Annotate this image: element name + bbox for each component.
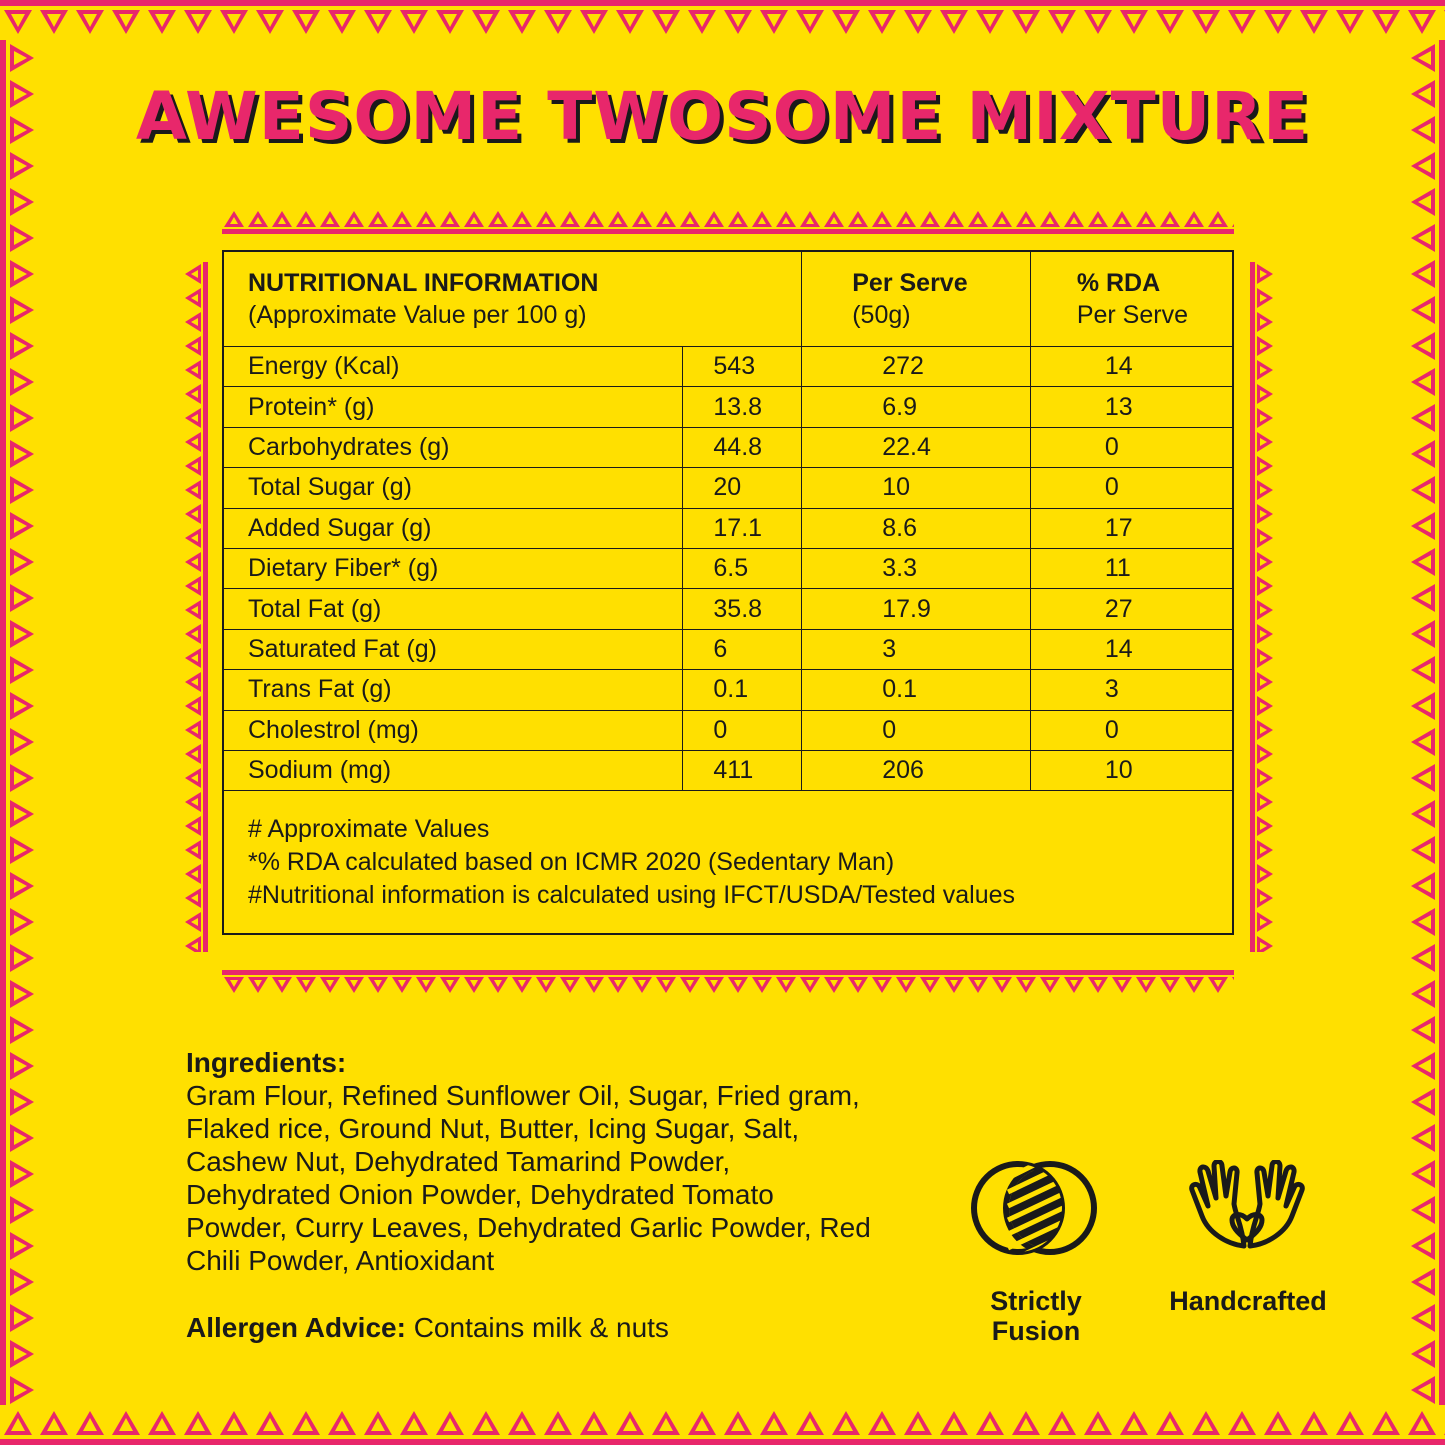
table-row [223, 750, 1233, 790]
table-row [223, 387, 1233, 427]
value-per-100g: 6 [683, 629, 802, 669]
header-col2-sub: (50g) [852, 301, 911, 329]
allergen-advice [186, 1312, 669, 1344]
header-nutrition-info [223, 251, 802, 347]
value-per-serve: 3 [802, 629, 1031, 669]
fusion-icon [968, 1158, 1100, 1258]
nutrition-table-header [223, 251, 1233, 347]
value-per-100g: 17.1 [683, 508, 802, 548]
table-row [223, 427, 1233, 467]
nutrition-notes [223, 791, 1233, 935]
border-right [1405, 40, 1445, 1405]
nutrition-notes-row [223, 791, 1233, 935]
value-per-serve: 6.9 [802, 387, 1031, 427]
table-frame-bottom [222, 970, 1234, 996]
nutrient-name: Cholestrol (mg) [223, 710, 683, 750]
value-rda: 10 [1030, 750, 1233, 790]
allergen-text: Contains milk & nuts [405, 1312, 669, 1343]
nutrient-name: Carbohydrates (g) [223, 427, 683, 467]
value-per-100g: 20 [683, 468, 802, 508]
fusion-line1: Strictly [990, 1286, 1082, 1316]
table-row [223, 508, 1233, 548]
fusion-badge-label [966, 1286, 1106, 1346]
value-per-100g: 13.8 [683, 387, 802, 427]
table-row [223, 548, 1233, 588]
value-per-serve: 272 [802, 347, 1031, 387]
value-per-100g: 6.5 [683, 548, 802, 588]
table-row [223, 347, 1233, 387]
value-rda: 14 [1030, 347, 1233, 387]
header-per-serve [802, 251, 1031, 347]
value-rda: 0 [1030, 468, 1233, 508]
ingredients-text: Gram Flour, Refined Sunflower Oil, Sugar, Fried gram, Flaked rice, Ground Nut, Butter, Icing Sugar, Salt, Cashew Nut, Dehydrated Tamarind Powder, Dehydrated Onion Powder, Dehydrated Tomato Powder, Curry Leaves, Dehydrated Garlic Powder, Red Chili Powder, Antioxidant [186, 1080, 871, 1276]
value-per-serve: 0 [802, 710, 1031, 750]
table-row [223, 629, 1233, 669]
border-left [0, 40, 40, 1405]
value-per-100g: 411 [683, 750, 802, 790]
value-per-serve: 0.1 [802, 670, 1031, 710]
header-rda [1030, 251, 1233, 347]
nutrient-name: Protein* (g) [223, 387, 683, 427]
value-rda: 14 [1030, 629, 1233, 669]
value-per-serve: 10 [802, 468, 1031, 508]
value-rda: 0 [1030, 427, 1233, 467]
value-rda: 13 [1030, 387, 1233, 427]
note-line: #Nutritional information is calculated using IFCT/USDA/Tested values [248, 880, 1016, 909]
note-line: # Approximate Values [248, 814, 490, 843]
nutrient-name: Total Fat (g) [223, 589, 683, 629]
handcrafted-badge-label: Handcrafted [1169, 1286, 1327, 1316]
value-per-serve: 22.4 [802, 427, 1031, 467]
header-col1-title: NUTRITIONAL INFORMATION [248, 269, 599, 297]
value-per-serve: 8.6 [802, 508, 1031, 548]
value-per-100g: 0.1 [683, 670, 802, 710]
value-per-serve: 206 [802, 750, 1031, 790]
nutrient-name: Sodium (mg) [223, 750, 683, 790]
table-row [223, 710, 1233, 750]
nutrient-name: Dietary Fiber* (g) [223, 548, 683, 588]
nutrient-name: Saturated Fat (g) [223, 629, 683, 669]
header-col1-sub: (Approximate Value per 100 g) [248, 301, 587, 329]
note-line: *% RDA calculated based on ICMR 2020 (Sedentary Man) [248, 847, 895, 876]
fusion-line2: Fusion [991, 1316, 1081, 1346]
header-col3-title: % RDA [1076, 269, 1161, 297]
value-per-serve: 3.3 [802, 548, 1031, 588]
value-rda: 27 [1030, 589, 1233, 629]
value-rda: 3 [1030, 670, 1233, 710]
border-bottom [0, 1405, 1445, 1445]
table-row [223, 589, 1233, 629]
value-per-100g: 0 [683, 710, 802, 750]
value-per-100g: 543 [683, 347, 802, 387]
value-per-serve: 17.9 [802, 589, 1031, 629]
header-col3-sub: Per Serve [1076, 301, 1188, 329]
nutrition-table [222, 250, 1234, 935]
table-row [223, 468, 1233, 508]
value-rda: 0 [1030, 710, 1233, 750]
value-rda: 11 [1030, 548, 1233, 588]
value-per-100g: 35.8 [683, 589, 802, 629]
ingredients-block [186, 1046, 876, 1277]
product-title: AWESOME TWOSOME MIXTURE [135, 78, 1310, 155]
nutrient-name: Trans Fat (g) [223, 670, 683, 710]
allergen-label: Allergen Advice: [186, 1312, 406, 1343]
table-row [223, 670, 1233, 710]
nutrient-name: Energy (Kcal) [223, 347, 683, 387]
table-frame-top [222, 208, 1234, 234]
nutrient-name: Total Sugar (g) [223, 468, 683, 508]
value-rda: 17 [1030, 508, 1233, 548]
border-top [0, 0, 1445, 40]
table-frame-right [1250, 262, 1276, 952]
ingredients-label: Ingredients: [186, 1047, 347, 1078]
table-frame-left [182, 262, 208, 952]
header-col2-title: Per Serve [852, 269, 968, 297]
value-per-100g: 44.8 [683, 427, 802, 467]
handcrafted-icon [1186, 1160, 1308, 1256]
nutrient-name: Added Sugar (g) [223, 508, 683, 548]
